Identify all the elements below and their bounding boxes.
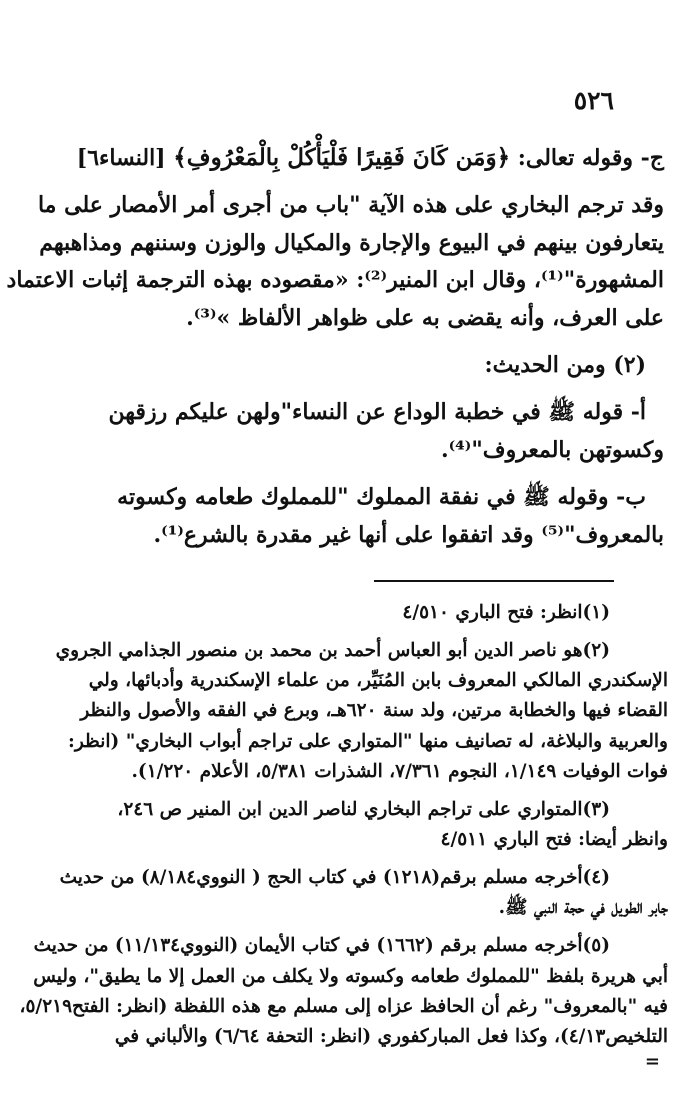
footnote-line: (٣)المتواري على تراجم البخاري لناصر الدين ابن المنير ص ٢٤٦، xyxy=(117,798,610,820)
footnote-divider xyxy=(374,580,614,582)
footnote-line: والعربية والبلاغة، له تصانيف منها "المتواري على تراجم أبواب البخاري" (انظر: xyxy=(68,730,668,752)
item-a-line: وكسوتهن بالمعروف"⁽⁴⁾. xyxy=(440,436,664,463)
footnote-2 xyxy=(36,636,668,787)
item-b-line: بالمعروف"⁽⁵⁾ وقد اتفقوا على أنها غير مقدرة بالشرع⁽¹⁾. xyxy=(153,521,664,548)
verse-reference: [النساء٦] xyxy=(76,145,166,171)
paragraph-line: وقد ترجم البخاري على هذه الآية "باب من أجرى أمر الأمصار على ما xyxy=(37,192,664,219)
item-j-line xyxy=(36,138,664,177)
footnote-3 xyxy=(36,795,668,855)
hadith-heading: (٢) ومن الحديث: xyxy=(484,351,646,378)
item-j xyxy=(36,138,664,177)
footnote-4 xyxy=(36,863,668,923)
footnote-5 xyxy=(19,931,668,1052)
item-j-prefix: ج- وقوله تعالى: xyxy=(517,145,664,171)
footnote-line: وانظر أيضا: فتح الباري ٤/٥١١ xyxy=(440,828,668,850)
footnote-line: القضاء فيها والخطابة مرتين، ولد سنة ٦٢٠هـ، وبرع في الفقه والأصول والنظر xyxy=(80,700,668,722)
item-b xyxy=(36,479,664,554)
paragraph-line: المشهورة"⁽¹⁾، وقال ابن المنير⁽²⁾: «مقصوده بهذه الترجمة إثبات الاعتماد xyxy=(6,267,664,294)
footnote-line: التلخيص٤/١٣)، وكذا فعل المباركفوري (انظر: التحفة ٦/٦٤) والألباني في xyxy=(114,1025,668,1047)
footnote-line: جابر الطويل في حجة النبي ﷺ. xyxy=(498,897,668,919)
continuation-mark: = xyxy=(644,1051,660,1072)
quran-verse: ﴿وَمَن كَانَ فَقِيرًا فَلْيَأْكُلْ بِالْمَعْرُوفِ﴾ xyxy=(173,144,511,171)
footnote-line: (٤)أخرجه مسلم برقم(١٢١٨) في كتاب الحج ( النووي٨/١٨٤) من حديث xyxy=(59,867,610,889)
main-text xyxy=(6,138,664,564)
footnotes xyxy=(19,598,668,1060)
paragraph-line: على العرف، وأنه يقضى به على ظواهر الألفاظ »⁽³⁾. xyxy=(186,304,664,331)
footnote-line: أبي هريرة بلفظ "للمملوك طعامه وكسوته ولا يكلف من العمل إلا ما يطيق"، وليس xyxy=(33,965,668,987)
footnote-line: (١)انظر: فتح الباري ٤/٥١٠ xyxy=(402,602,610,623)
page-number: ٥٢٦ xyxy=(573,86,614,115)
footnote-line: فوات الوفيات ١/١٤٩، النجوم ٧/٣٦١، الشذرات ٥/٣٨١، الأعلام ١/٢٢٠). xyxy=(131,760,668,782)
footnote-line: (٢)هو ناصر الدين أبو العباس أحمد بن محمد بن منصور الجذامي الجروي xyxy=(55,640,610,662)
footnote-1 xyxy=(36,598,668,628)
footnote-line: فيه "بالمعروف" رغم أن الحافظ عزاه إلى مسلم مع هذه اللفظة (انظر: الفتح٥/٢١٩، xyxy=(19,995,668,1017)
bukhari-paragraph xyxy=(6,187,664,337)
paragraph-line: يتعارفون بينهم في البيوع والإجارة والمكيال والوزن وسننهم ومذاهبهم xyxy=(39,229,664,256)
footnote-line: الإسكندري المالكي المعروف بابن المُنَيِّر، من علماء الإسكندرية وأدبائها، ولي xyxy=(88,670,668,692)
item-a-line: أ- قوله ﷺ في خطبة الوداع عن النساء"ولهن عليكم رزقهن xyxy=(108,399,646,426)
item-b-line: ب- وقوله ﷺ في نفقة المملوك "للمملوك طعامه وكسوته xyxy=(117,484,646,511)
item-a xyxy=(36,394,664,469)
footnote-line: (٥)أخرجه مسلم برقم (١٦٦٢) في كتاب الأيمان (النووي١١/١٣٤) من حديث xyxy=(33,935,610,957)
